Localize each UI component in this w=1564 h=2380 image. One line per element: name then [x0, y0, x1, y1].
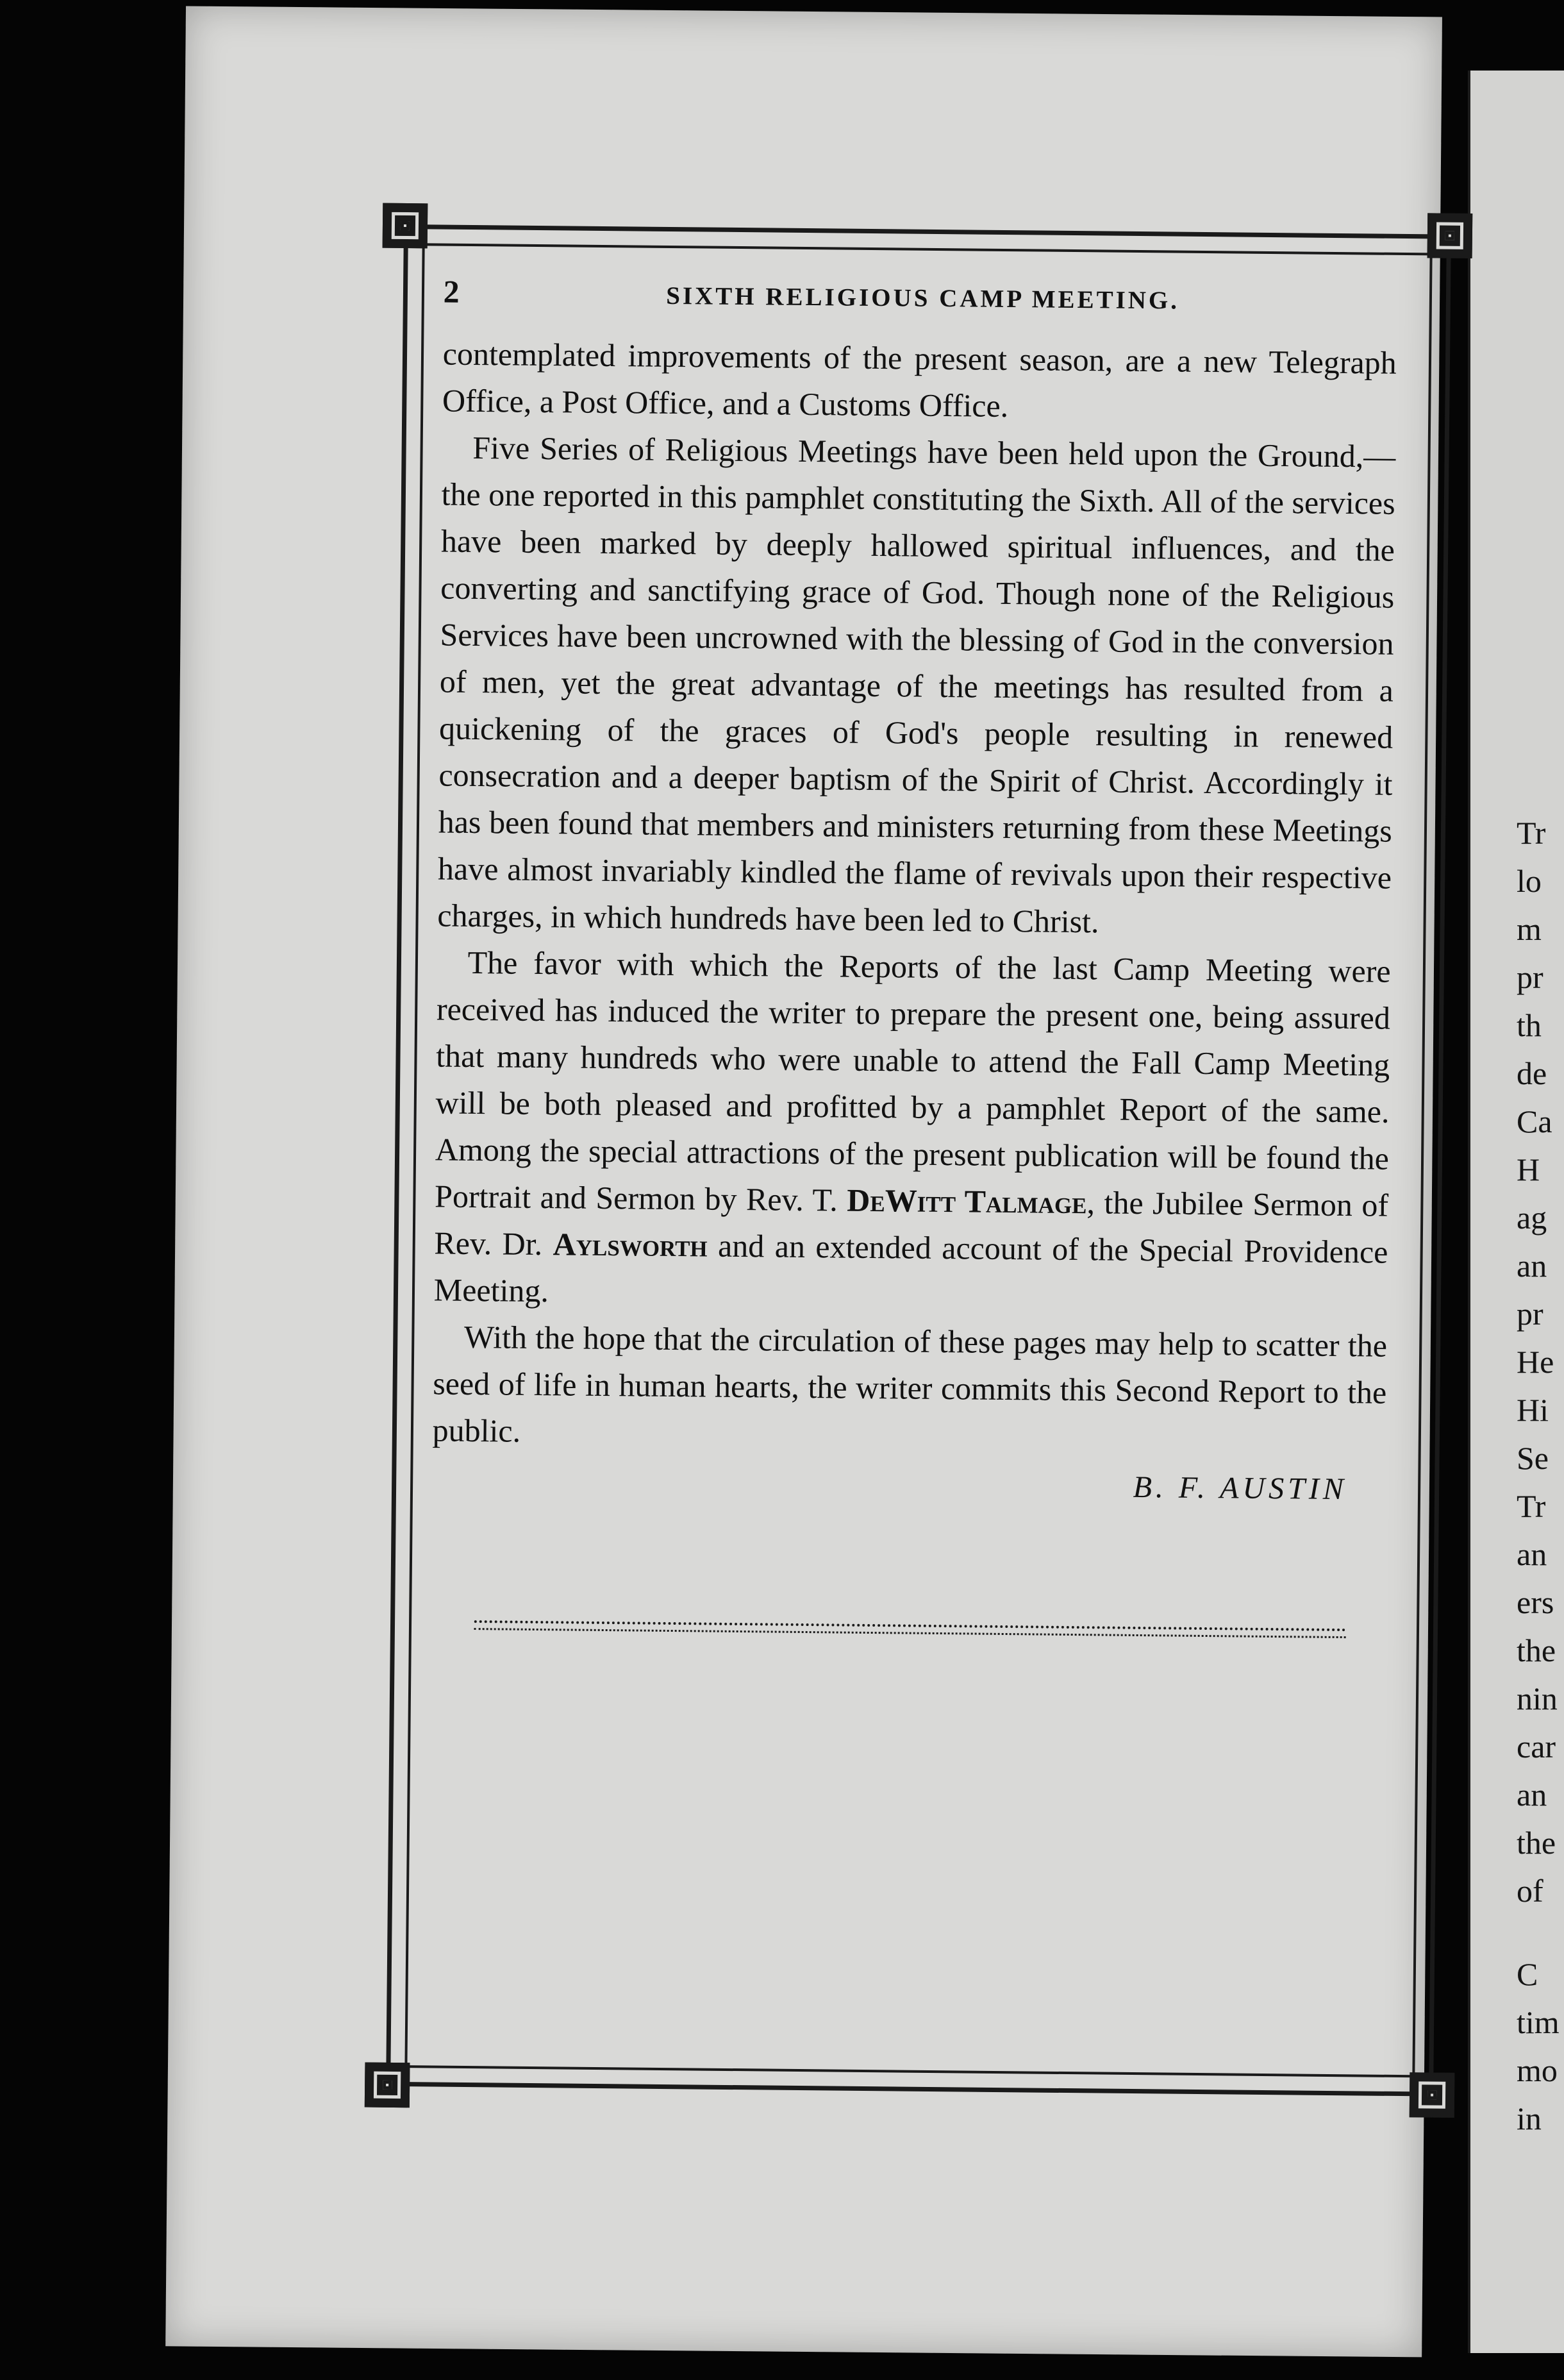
- page-number: 2: [443, 273, 460, 310]
- adjacent-page-fragment: He: [1517, 1344, 1554, 1380]
- adjacent-page-fragment: mo: [1517, 2052, 1558, 2088]
- corner-ornament-bottom-right: [1410, 2072, 1455, 2118]
- name-aylsworth: Aylsworth: [553, 1226, 708, 1264]
- page-header: [410, 272, 1436, 340]
- adjacent-page-fragment: an: [1517, 1777, 1547, 1813]
- adjacent-page-fragment: an: [1517, 1536, 1547, 1572]
- paragraph-4: With the hope that the circulation of these pages may help to scatter the seed of life in human hearts, the writer commits this Second Report to the public.: [432, 1318, 1388, 1449]
- adjacent-page-fragment: Se: [1517, 1440, 1549, 1476]
- corner-ornament-bottom-left: [365, 2063, 410, 2108]
- running-head: SIXTH RELIGIOUS CAMP MEETING.: [666, 281, 1180, 315]
- page-content: [397, 272, 1436, 1639]
- adjacent-page-fragment: m: [1517, 911, 1542, 947]
- paragraph-3-text-c: and an extended account of the Special Providence Meeting.: [433, 1227, 1388, 1309]
- paragraph-3-text-a: The favor with which the Reports of the last Camp Meeting were received has induced the writer to prepare the present one, being assured that many hundreds who were unable to attend the Fall Camp Meeting will be both pleased and profitted by a pamphlet Report of the same. Among the special attractions of the present publication will be found the Portrait and Sermon by Rev. T.: [434, 944, 1391, 1218]
- adjacent-page-fragment: pr: [1517, 1296, 1543, 1332]
- adjacent-page-fragment: de: [1517, 1055, 1547, 1091]
- adjacent-page-fragment: ers: [1517, 1584, 1554, 1620]
- paragraph-3: [433, 939, 1391, 1322]
- adjacent-page-fragment: th: [1517, 1007, 1542, 1043]
- adjacent-page-fragment: the: [1517, 1632, 1556, 1668]
- paragraph-3-text-b: , the Jubilee Sermon of Rev. Dr.: [434, 1184, 1389, 1262]
- paragraph-1: contemplated improvements of the present season, are a new Telegraph Office, a Post Office, and a Customs Office.: [442, 335, 1397, 424]
- adjacent-page-fragment: lo: [1517, 863, 1542, 899]
- adjacent-page-fragment: H: [1517, 1152, 1540, 1187]
- adjacent-page-fragment: an: [1517, 1248, 1547, 1284]
- adjacent-page-fragment: pr: [1517, 959, 1543, 995]
- adjacent-page-fragment: car: [1517, 1729, 1556, 1764]
- adjacent-page-fragment: Ca: [1517, 1103, 1552, 1139]
- corner-ornament-top-right: [1427, 213, 1473, 258]
- name-talmage: DeWitt Talmage: [847, 1182, 1087, 1221]
- corner-ornament-top-left: [383, 203, 428, 249]
- adjacent-page-fragment: Tr: [1517, 1488, 1546, 1524]
- adjacent-page-fragment: tim: [1517, 2004, 1560, 2040]
- adjacent-page-fragment: C: [1517, 1956, 1538, 1992]
- paragraph-2: Five Series of Religious Meetings have been held upon the Ground,—the one reported in this pamphlet constituting the Sixth. All of the services have been marked by deeply hallowed spiritual influences, and the converting and sanctifying grace of God. Though none of the Religious Services have been uncrowned with the blessing of God in the conversion of men, yet the great advantage of the meetings has resulted from a quickening of the graces of God's people resulting in renewed consecration and a deeper baptism of the Spirit of Christ. Accordingly it has been found that members and ministers returning from these Meetings have almost invariably kindled the flame of revivals upon their respective charges, in which hundreds have been led to Christ.: [437, 429, 1396, 940]
- adjacent-page-fragment: the: [1517, 1825, 1556, 1861]
- adjacent-page-fragment: in: [1517, 2100, 1542, 2136]
- author-signature: B. F. AUSTIN: [1133, 1470, 1348, 1507]
- adjacent-page-fragment: Tr: [1517, 815, 1546, 851]
- adjacent-page-fragment: Hi: [1517, 1392, 1549, 1428]
- adjacent-page-fragment: of: [1517, 1873, 1543, 1909]
- body-text: [399, 330, 1435, 1463]
- adjacent-page-fragment: ag: [1517, 1200, 1547, 1236]
- adjacent-page-fragment: nin: [1517, 1680, 1558, 1716]
